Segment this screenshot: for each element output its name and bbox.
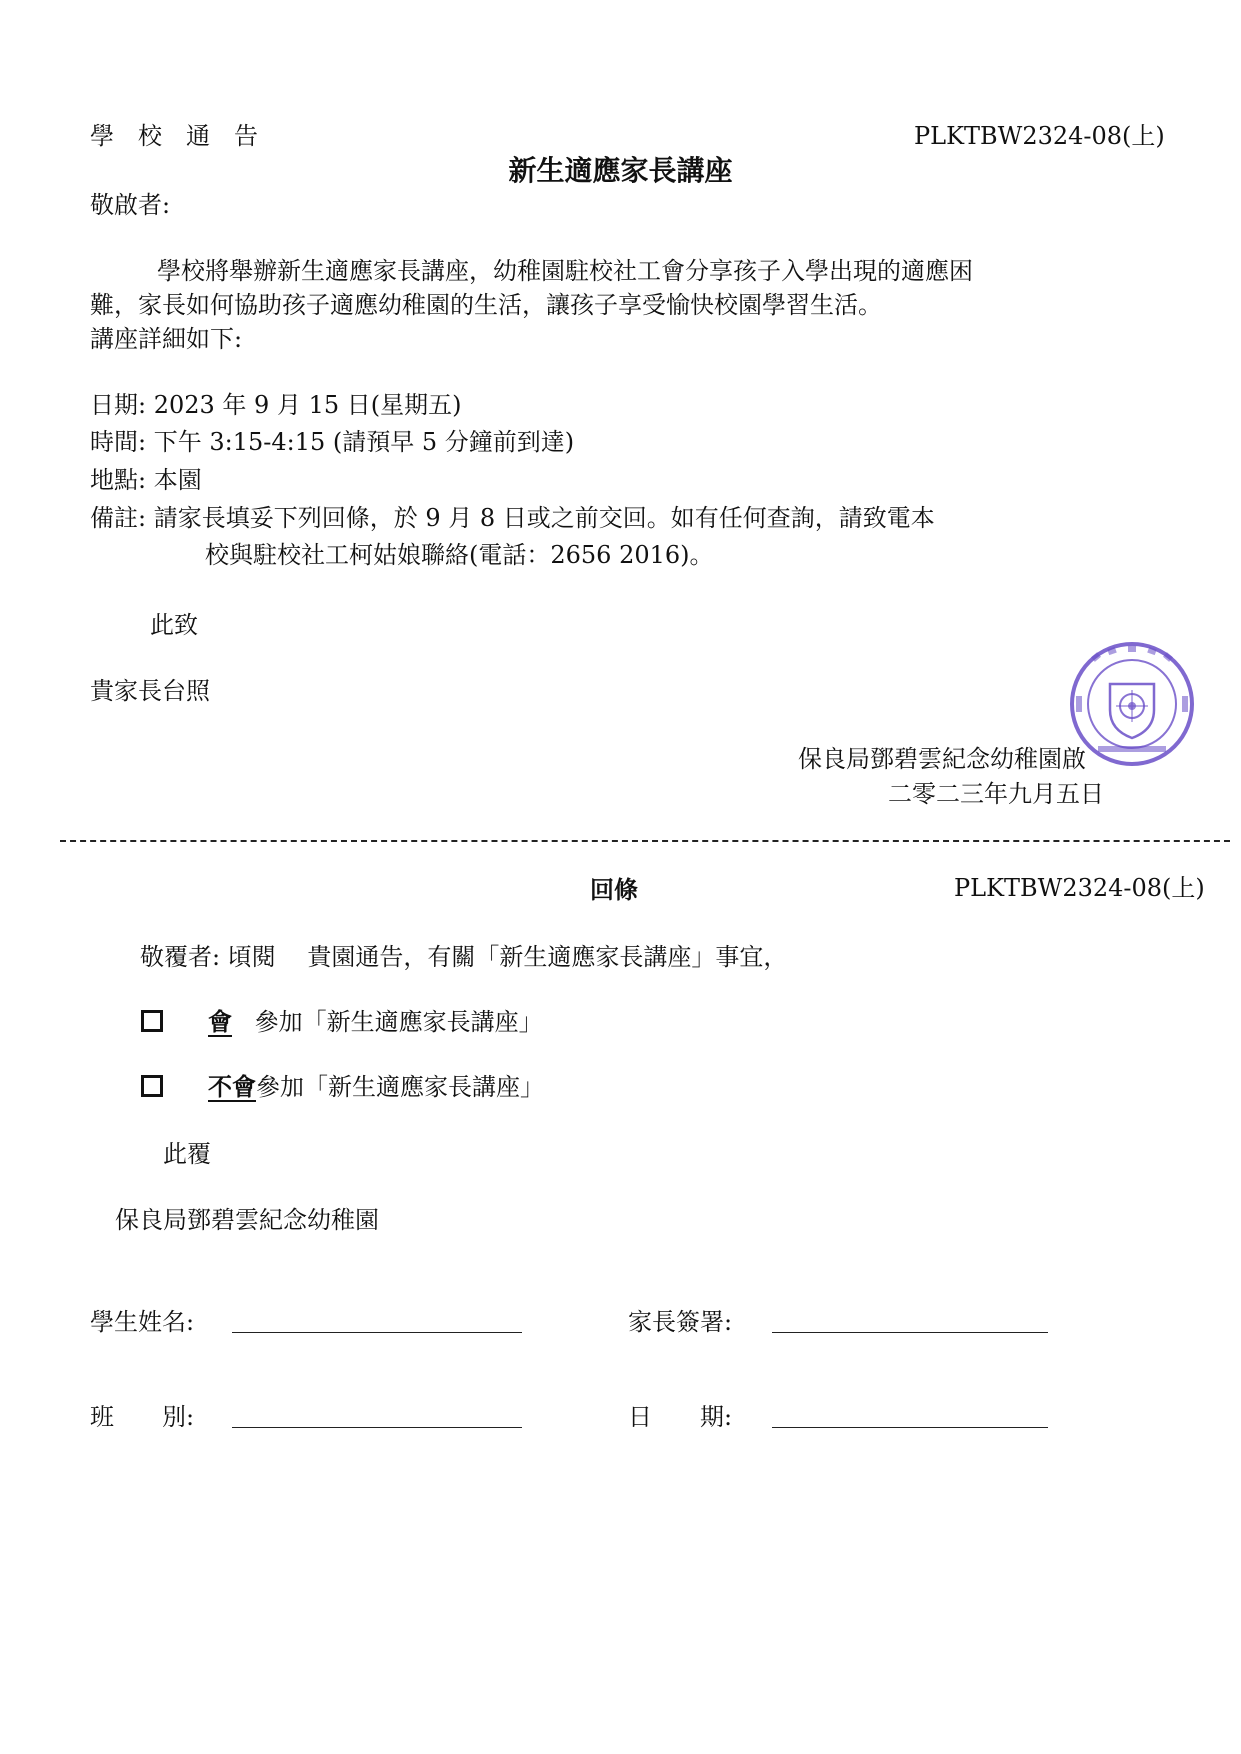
paragraph-line-2: 難，家長如何協助孩子適應幼稚園的生活，讓孩子享受愉快校園學習生活。: [90, 291, 882, 319]
event-date: 日期: 2023 年 9 月 15 日(星期五): [90, 391, 462, 419]
details-intro: 講座詳細如下:: [90, 325, 243, 353]
reply-closing: 此覆: [163, 1140, 211, 1168]
attend-word: 會: [208, 1007, 232, 1036]
reply-date-field[interactable]: [772, 1427, 1048, 1428]
notice-label: 學 校 通 告: [90, 122, 258, 150]
absent-text: 參加「新生適應家長講座」: [256, 1073, 544, 1101]
salutation: 敬啟者:: [90, 191, 171, 219]
reply-recipient: 保良局鄧碧雲紀念幼稚園: [115, 1206, 379, 1234]
closing-addressee: 貴家長台照: [90, 677, 210, 705]
absent-checkbox[interactable]: [141, 1075, 163, 1097]
event-time: 時間: 下午 3:15-4:15 (請預早 5 分鐘前到達): [90, 428, 575, 456]
closing-salutation: 此致: [150, 611, 198, 639]
attend-text: 參加「新生適應家長講座」: [254, 1008, 543, 1036]
event-place: 地點: 本園: [90, 466, 202, 494]
reply-slip-title: 回條: [590, 875, 638, 904]
issue-date: 二零二三年九月五日: [888, 780, 1104, 808]
paragraph-line-1: 學校將舉辦新生適應家長講座，幼稚園駐校社工會分享孩子入學出現的適應困: [157, 257, 973, 285]
reply-intro: 敬覆者: 頃閱 貴園通告，有關「新生適應家長講座」事宜，: [140, 943, 788, 971]
attend-option: [193, 1007, 543, 1036]
student-name-label: 學生姓名:: [90, 1308, 195, 1336]
cut-line-divider: [60, 840, 1230, 842]
parent-signature-label: 家長簽署:: [628, 1308, 733, 1336]
class-label: 班 別:: [90, 1403, 195, 1431]
reference-number: PLKTBW2324-08(上): [914, 122, 1165, 150]
class-field[interactable]: [232, 1427, 522, 1428]
remark-line-1: 備註: 請家長填妥下列回條，於 9 月 8 日或之前交回。如有任何查詢，請致電本: [90, 504, 935, 532]
absent-word: 不會: [208, 1072, 256, 1101]
reply-date-label: 日 期:: [628, 1403, 733, 1431]
notice-title: 新生適應家長講座: [508, 154, 733, 187]
parent-signature-field[interactable]: [772, 1332, 1048, 1333]
sender-name: 保良局鄧碧雲紀念幼稚園啟: [798, 745, 1086, 773]
remark-line-2: 校與駐校社工柯姑娘聯絡(電話：2656 2016)。: [205, 541, 714, 569]
attend-checkbox[interactable]: [141, 1010, 163, 1032]
reply-reference-number: PLKTBW2324-08(上): [954, 874, 1205, 902]
student-name-field[interactable]: [232, 1332, 522, 1333]
school-seal-stamp: [1068, 640, 1196, 768]
absent-option: [208, 1072, 544, 1101]
